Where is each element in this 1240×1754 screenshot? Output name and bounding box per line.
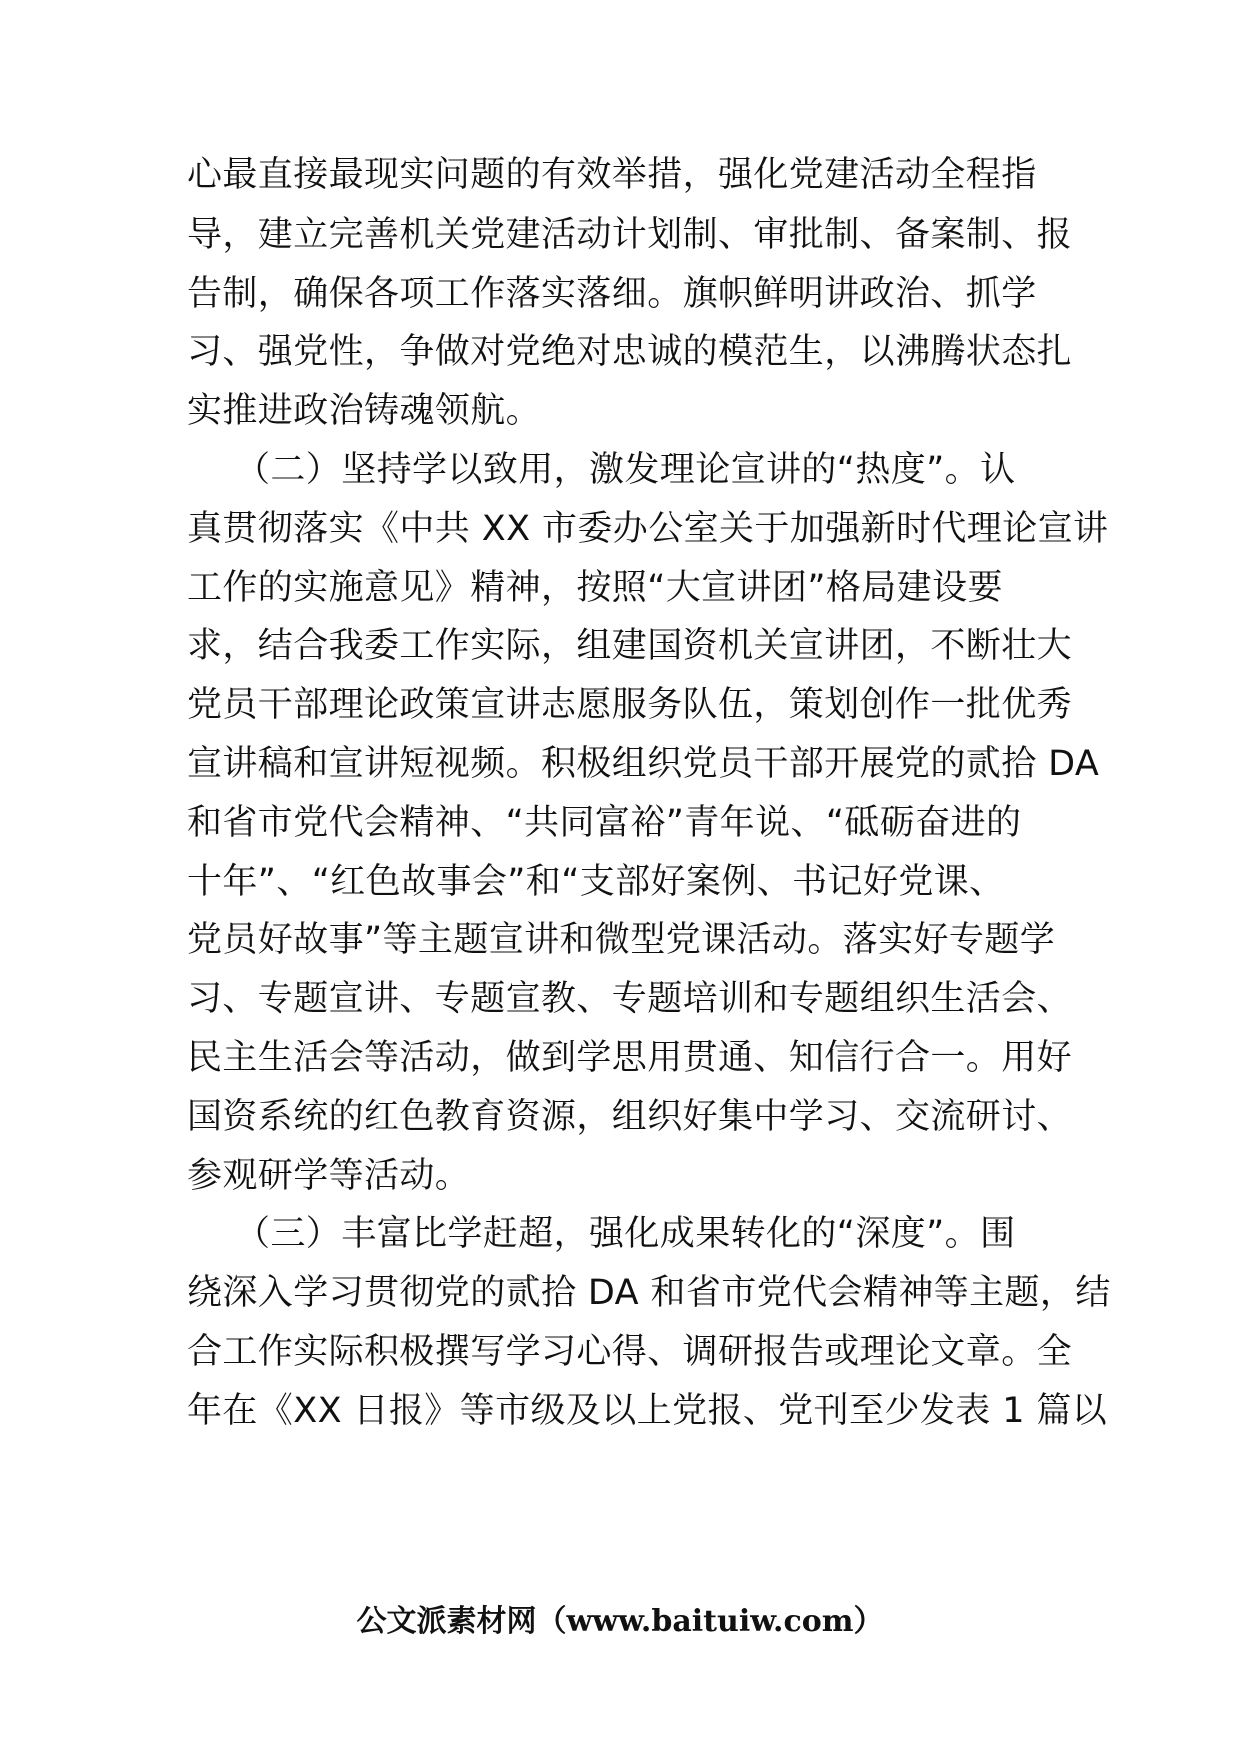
text-line: 民主生活会等活动，做到学思用贯通、知信行合一。用好 [187, 1038, 1073, 1078]
text-line: 参观研学等活动。 [187, 1156, 471, 1196]
text-line: 党员干部理论政策宣讲志愿服务队伍，策划创作一批优秀 [187, 685, 1073, 725]
text-line: 党员好故事”等主题宣讲和微型党课活动。落实好专题学 [187, 920, 1056, 960]
text-line: 真贯彻落实《中共 XX 市委办公室关于加强新时代理论宣讲 [187, 509, 1109, 549]
text-line: 习、专题宣讲、专题宣教、专题培训和专题组织生活会、 [187, 979, 1073, 1019]
text-line: 工作的实施意见》精神，按照“大宣讲团”格局建设要 [187, 568, 1003, 608]
text-line: 和省市党代会精神、“共同富裕”青年说、“砥砺奋进的 [187, 803, 1022, 843]
text-line: 绕深入学习贯彻党的贰拾 DA 和省市党代会精神等主题，结 [187, 1273, 1111, 1313]
text-line: 实推进政治铸魂领航。 [187, 391, 542, 431]
text-line: 合工作实际积极撰写学习心得、调研报告或理论文章。全 [187, 1332, 1073, 1372]
section-heading-2: （二）坚持学以致用，激发理论宣讲的“热度”。认 [235, 450, 1016, 490]
text-line: 宣讲稿和宣讲短视频。积极组织党员干部开展党的贰拾 DA [187, 744, 1100, 784]
text-line: 国资系统的红色教育资源，组织好集中学习、交流研讨、 [187, 1097, 1073, 1137]
text-line: 导，建立完善机关党建活动计划制、审批制、备案制、报 [187, 215, 1073, 255]
text-line: 求，结合我委工作实际，组建国资机关宣讲团，不断壮大 [187, 626, 1073, 666]
text-line: 心最直接最现实问题的有效举措，强化党建活动全程指 [187, 155, 1037, 195]
text-line: 年在《XX 日报》等市级及以上党报、党刊至少发表 1 篇以 [187, 1391, 1108, 1431]
footer-source-text: 公文派素材网（www.baituiw.com） [356, 1604, 884, 1639]
text-line: 十年”、“红色故事会”和“支部好案例、书记好党课、 [187, 862, 1005, 902]
text-line: 习、强党性，争做对党绝对忠诚的模范生，以沸腾状态扎 [187, 332, 1073, 372]
text-line: 告制，确保各项工作落实落细。旗帜鲜明讲政治、抓学 [187, 274, 1037, 314]
section-heading-3: （三）丰富比学赶超，强化成果转化的“深度”。围 [235, 1214, 1016, 1254]
